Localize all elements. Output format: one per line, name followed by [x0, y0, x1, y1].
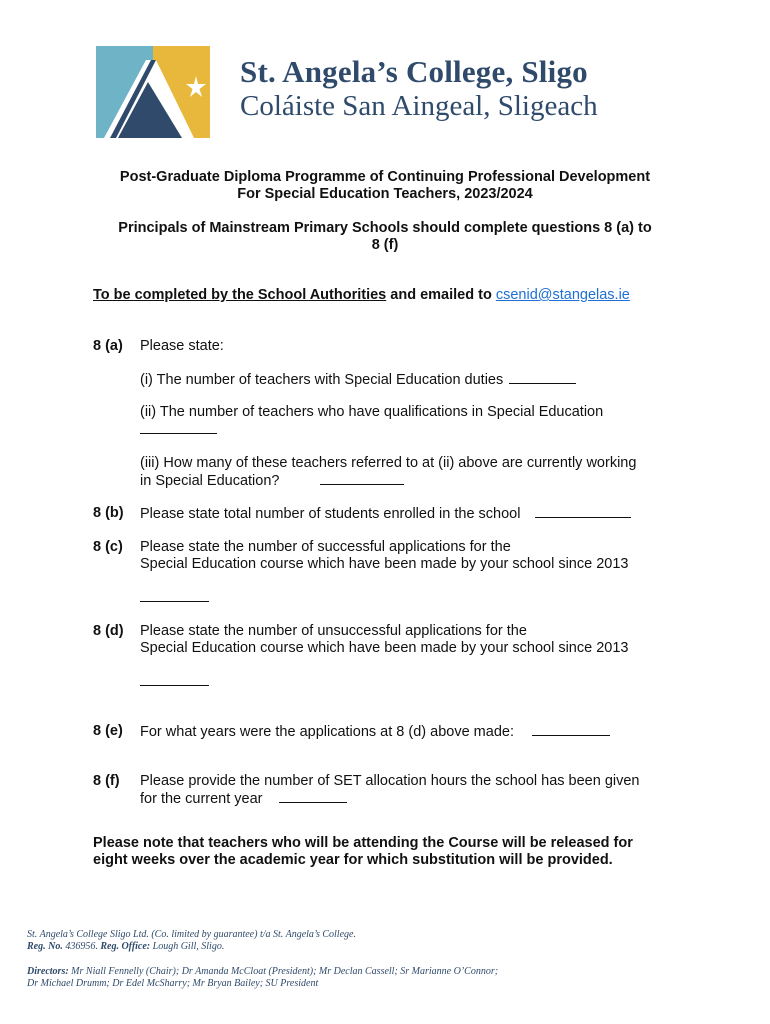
footer-reg-label: Reg. No.	[27, 941, 63, 952]
answer-blank-8b[interactable]	[535, 505, 631, 518]
question-8e-number: 8 (e)	[93, 723, 123, 739]
footer-office-value: Lough Gill, Sligo.	[150, 941, 225, 952]
email-link[interactable]: csenid@stangelas.ie	[495, 287, 630, 303]
question-8a-i	[140, 371, 680, 389]
document-title	[92, 169, 678, 203]
instruction	[92, 220, 678, 254]
question-8c-line-1: Please state the number of successful applications for the	[140, 539, 511, 555]
question-8f-number: 8 (f)	[93, 773, 120, 789]
college-name-english: St. Angela’s College, Sligo	[240, 54, 588, 89]
instruction-line-2: 8 (f)	[371, 237, 399, 253]
footer-office-label: Reg. Office:	[100, 941, 151, 952]
answer-blank-8a-ii[interactable]	[140, 421, 217, 434]
question-8c	[140, 539, 680, 573]
question-8a-i-text: (i) The number of teachers with Special Education duties	[140, 372, 504, 388]
title-line-2: For Special Education Teachers, 2023/2024	[237, 186, 533, 202]
question-8c-line-2: Special Education course which have been made by your school since 2013	[140, 556, 629, 572]
question-8a-iii	[140, 455, 680, 490]
footer-directors-line-1	[27, 966, 498, 978]
answer-blank-8f[interactable]	[279, 790, 347, 803]
question-8e-text: For what years were the applications at 8 (d) above made:	[140, 724, 514, 740]
instruction-line-1: Principals of Mainstream Primary Schools should complete questions 8 (a) to	[118, 220, 652, 236]
release-note-line-2: eight weeks over the academic year for which substitution will be provided.	[93, 852, 613, 868]
question-8d-line-1: Please state the number of unsuccessful applications for the	[140, 623, 527, 639]
answer-blank-8a-iii[interactable]	[320, 472, 404, 485]
question-8a-ii-answer	[140, 421, 217, 439]
question-8e	[140, 723, 680, 741]
question-8f-line-1: Please provide the number of SET allocation hours the school has been given	[140, 773, 640, 789]
footer-directors-label: Directors:	[27, 966, 69, 977]
authorities-line	[93, 287, 630, 304]
college-name-irish: Coláiste San Aingeal, Sligeach	[240, 90, 598, 122]
question-8b-number: 8 (b)	[93, 505, 124, 521]
question-8a-iii-line-2	[140, 472, 680, 490]
question-8a-ii-text: (ii) The number of teachers who have qualifications in Special Education	[140, 404, 604, 420]
answer-blank-8c[interactable]	[140, 589, 209, 602]
footer-company-line: St. Angela’s College Sligo Ltd. (Co. limited by guarantee) t/a St. Angela’s College.	[27, 929, 356, 940]
footer-reg-value: 436956.	[62, 941, 101, 952]
question-8c-answer	[140, 589, 209, 607]
question-8b	[140, 505, 680, 523]
question-8a-iii-line-1: (iii) How many of these teachers referred to at (ii) above are currently working	[140, 455, 637, 471]
question-8f-line-2	[140, 790, 680, 808]
footer-directors-line-2: Dr Michael Drumm; Dr Edel McSharry; Mr Bryan Bailey; SU President	[27, 978, 319, 989]
footer-registration-line	[27, 941, 224, 953]
answer-blank-8d[interactable]	[140, 673, 209, 686]
question-8d	[140, 623, 680, 657]
college-logo	[96, 46, 210, 138]
authorities-rest: and emailed to	[386, 287, 496, 303]
question-8a-number: 8 (a)	[93, 338, 123, 354]
question-8f	[140, 773, 680, 808]
question-8d-line-2: Special Education course which have been made by your school since 2013	[140, 640, 629, 656]
title-line-1: Post-Graduate Diploma Programme of Continuing Professional Development	[119, 169, 651, 185]
footer-directors-text-1: Mr Niall Fennelly (Chair); Dr Amanda McCloat (President); Mr Declan Cassell; Sr Marianne O’Connor;	[68, 966, 499, 977]
question-8a-text: Please state:	[140, 338, 224, 354]
question-8a-iii-line-2-text: in Special Education?	[140, 473, 280, 489]
answer-blank-8e[interactable]	[532, 723, 610, 736]
authorities-underlined: To be completed by the School Authorities	[93, 287, 387, 303]
release-note-line-1: Please note that teachers who will be attending the Course will be released for	[93, 835, 633, 851]
question-8f-line-2-text: for the current year	[140, 791, 263, 807]
release-note	[93, 835, 683, 869]
answer-blank-8a-i[interactable]	[509, 371, 576, 384]
question-8c-number: 8 (c)	[93, 539, 123, 555]
question-8d-answer	[140, 673, 209, 691]
question-8d-number: 8 (d)	[93, 623, 124, 639]
question-8b-text: Please state total number of students enrolled in the school	[140, 506, 521, 522]
